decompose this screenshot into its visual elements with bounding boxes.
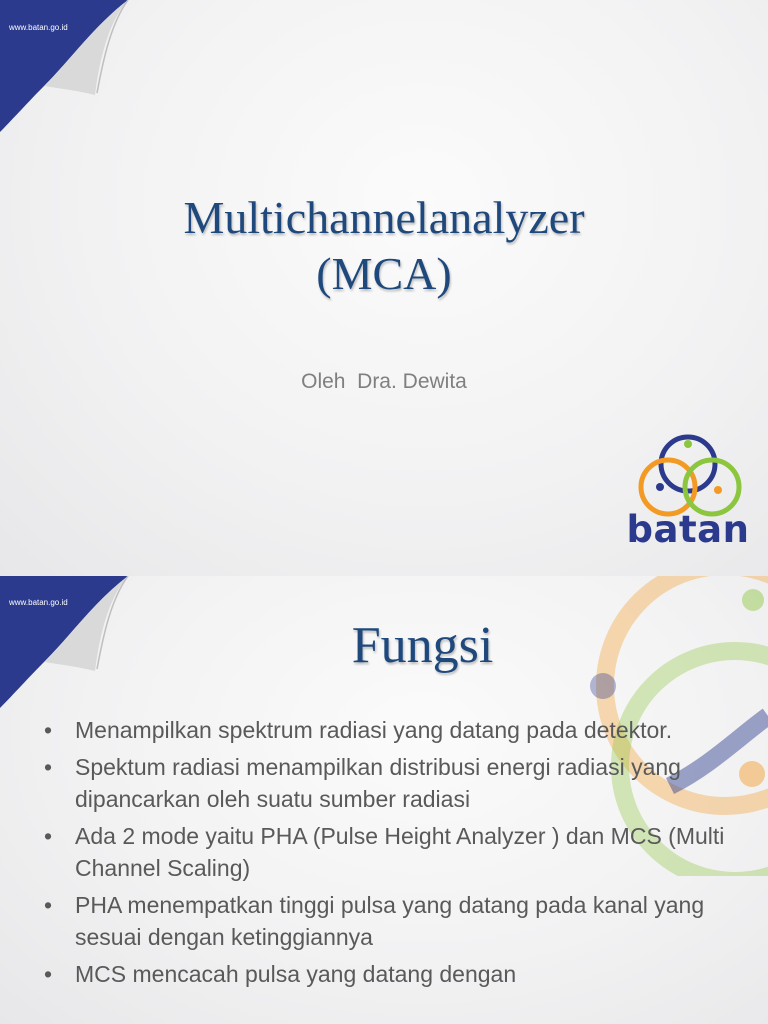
content-slide [0, 576, 768, 1024]
site-url[interactable]: www.batan.go.id [9, 23, 68, 32]
list-item [44, 751, 734, 815]
bullet-icon: • [44, 717, 53, 743]
slide-title [0, 190, 768, 302]
title-line-1: Multichannelanalyzer [183, 192, 585, 243]
list-item-text: MCS mencacah pulsa yang datang dengan [75, 961, 517, 987]
list-item-text: Spektum radiasi menampilkan distribusi energi radiasi yang dipancarkan oleh suatu sumber radiasi [75, 754, 681, 812]
bullet-icon: • [44, 961, 53, 987]
site-url[interactable]: www.batan.go.id [9, 598, 68, 607]
bullet-icon: • [44, 754, 53, 780]
list-item [44, 889, 734, 953]
bullet-icon: • [44, 892, 53, 918]
list-item [44, 820, 734, 884]
batan-logo-text: batan [626, 508, 750, 551]
list-item-text: PHA menempatkan tinggi pulsa yang datang pada kanal yang sesuai dengan ketinggiannya [75, 892, 705, 950]
list-item [44, 958, 734, 990]
bullet-list [44, 714, 734, 995]
bullet-icon: • [44, 823, 53, 849]
page-curl-corner-icon [0, 0, 130, 135]
slide-title: Fungsi [351, 617, 494, 674]
list-item-text: Ada 2 mode yaitu PHA (Pulse Height Analyzer ) dan MCS (Multi Channel Scaling) [75, 823, 725, 881]
list-item [44, 714, 734, 746]
slide-subtitle: Oleh Dra. Dewita [301, 370, 467, 393]
list-item-text: Menampilkan spektrum radiasi yang datang pada detektor. [75, 717, 673, 743]
title-line-2: (MCA) [316, 248, 452, 299]
